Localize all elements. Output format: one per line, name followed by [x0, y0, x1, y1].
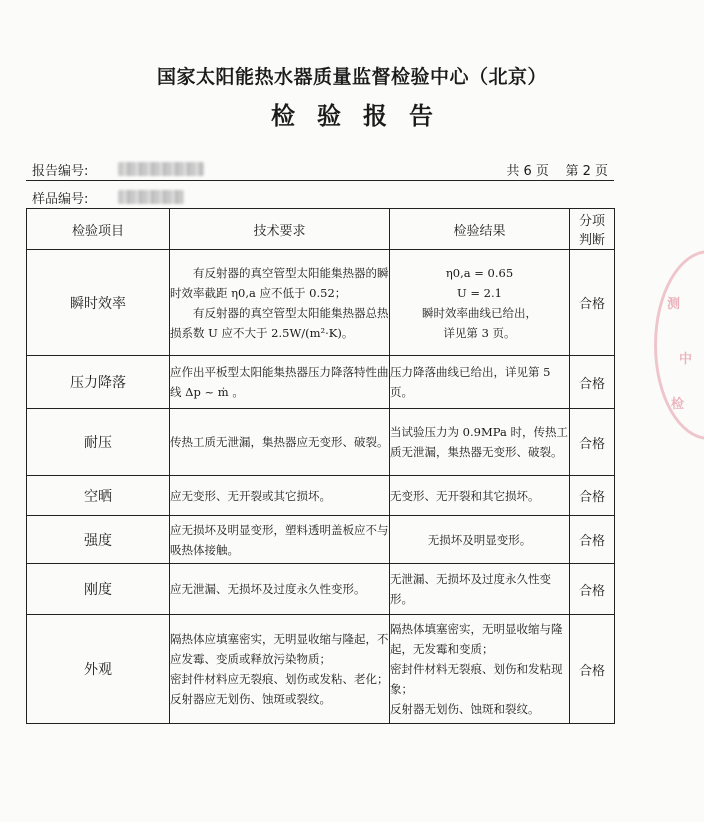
report-title: 检验报告 — [271, 102, 455, 130]
inspection-table — [26, 208, 615, 724]
sample-number-label: 样品编号: — [32, 192, 89, 207]
inspection-stamp — [654, 250, 704, 440]
report-number-label: 报告编号: — [32, 164, 89, 179]
table-row — [27, 564, 615, 615]
organization-title: 国家太阳能热水器质量监督检验中心（北京） — [156, 66, 547, 88]
stamp-char: 中 — [679, 352, 693, 367]
stamp-char: 测 — [667, 297, 681, 312]
table-header-row — [27, 209, 615, 250]
verdict-cell: 合格 — [570, 409, 615, 476]
item-cell: 空晒 — [27, 476, 170, 516]
requirement-cell: 应作出平板型太阳能集热器压力降落特性曲线 Δp ~ ṁ 。 — [170, 356, 390, 409]
table-row — [27, 476, 615, 516]
item-cell: 外观 — [27, 615, 170, 724]
table-row — [27, 356, 615, 409]
requirement-cell: 隔热体应填塞密实，无明显收缩与隆起，不应发霉、变质或释放污染物质； 密封件材料应无裂痕、划伤或发粘、老化； 反射器应无划伤、蚀斑或裂纹。 — [170, 615, 390, 724]
col-header-verdict: 分项 判断 — [570, 209, 615, 250]
redacted-sample-number — [118, 190, 184, 204]
result-cell: 无损坏及明显变形。 — [390, 516, 570, 564]
verdict-cell: 合格 — [570, 516, 615, 564]
verdict-cell: 合格 — [570, 250, 615, 356]
page-indicator: 共 6 页 第 2 页 — [506, 164, 608, 179]
stamp-char: 检 — [671, 397, 685, 412]
table-row — [27, 615, 615, 724]
col-header-requirement: 技术要求 — [170, 209, 390, 250]
requirement-cell: 有反射器的真空管型太阳能集热器的瞬时效率截距 η0,a 应不低于 0.52； 有反射器的真空管型太阳能集热器总热损系数 U 应不大于 2.5W/(m²·K)。 — [170, 250, 390, 356]
requirement-cell: 应无损坏及明显变形，塑料透明盖板应不与吸热体接触。 — [170, 516, 390, 564]
col-header-item: 检验项目 — [27, 209, 170, 250]
col-header-result: 检验结果 — [390, 209, 570, 250]
result-cell: 无变形、无开裂和其它损坏。 — [390, 476, 570, 516]
result-cell: 隔热体填塞密实，无明显收缩与隆起，无发霉和变质； 密封件材料无裂痕、划伤和发粘现象； 反射器无划伤、蚀斑和裂纹。 — [390, 615, 570, 724]
verdict-cell: 合格 — [570, 564, 615, 615]
item-cell: 强度 — [27, 516, 170, 564]
result-cell: 当试验压力为 0.9MPa 时，传热工质无泄漏，集热器无变形、破裂。 — [390, 409, 570, 476]
table-row — [27, 250, 615, 356]
item-cell: 刚度 — [27, 564, 170, 615]
verdict-cell: 合格 — [570, 356, 615, 409]
item-cell: 耐压 — [27, 409, 170, 476]
verdict-cell: 合格 — [570, 476, 615, 516]
result-cell: 压力降落曲线已给出，详见第 5 页。 — [390, 356, 570, 409]
item-cell: 瞬时效率 — [27, 250, 170, 356]
result-cell: 无泄漏、无损坏及过度永久性变形。 — [390, 564, 570, 615]
requirement-cell: 应无泄漏、无损坏及过度永久性变形。 — [170, 564, 390, 615]
table-row — [27, 409, 615, 476]
verdict-cell: 合格 — [570, 615, 615, 724]
item-cell: 压力降落 — [27, 356, 170, 409]
header-rule — [26, 180, 614, 181]
table-row — [27, 516, 615, 564]
redacted-report-number — [118, 162, 204, 176]
requirement-cell: 应无变形、无开裂或其它损坏。 — [170, 476, 390, 516]
requirement-cell: 传热工质无泄漏，集热器应无变形、破裂。 — [170, 409, 390, 476]
result-cell: η0,a = 0.65 U = 2.1 瞬时效率曲线已给出， 详见第 3 页。 — [390, 250, 570, 356]
